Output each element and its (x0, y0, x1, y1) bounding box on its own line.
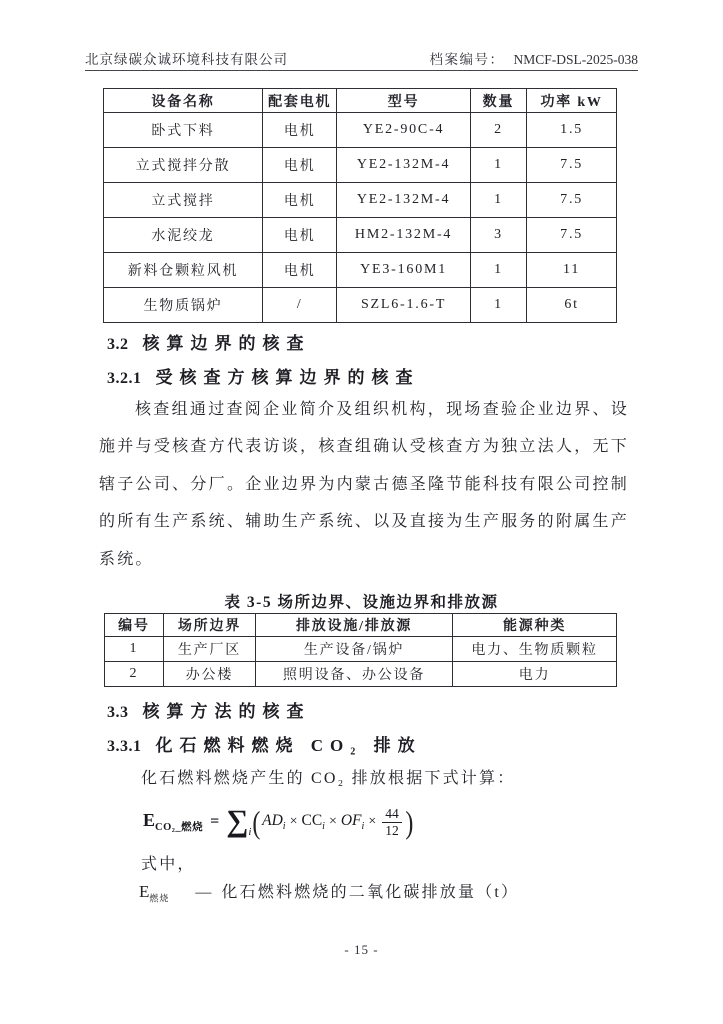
formula-intro: 化石燃料燃烧产生的 CO₂ 排放根据下式计算： (141, 770, 516, 787)
section-number: 3.2 (107, 336, 129, 353)
symbol-e-combustion: $E_{燃烧}$ (139, 882, 170, 904)
term-activity-data: $AD_i$ (262, 811, 286, 833)
cell-energy: 电力 (453, 662, 617, 687)
header-rule (85, 70, 638, 71)
col-header-power: 功率 kW (527, 89, 617, 113)
section-title: 化石燃料燃烧 CO₂ 排放 (155, 736, 422, 755)
cell-qty: 1 (470, 148, 526, 183)
section-number: 3.2.1 (107, 370, 142, 387)
col-header-model: 型号 (337, 89, 470, 113)
formula-lhs: $E_{CO_2\_燃烧}$ (143, 809, 204, 834)
equipment-table-header-row (104, 89, 617, 113)
cell-power: 7.5 (527, 183, 617, 218)
section-heading-3-2-1 (107, 363, 420, 388)
col-header-energy: 能源种类 (453, 614, 617, 637)
doc-number (429, 48, 638, 68)
cell-qty: 3 (470, 218, 526, 253)
col-header-qty: 数量 (470, 89, 526, 113)
col-header-facility: 排放设施/排放源 (256, 614, 453, 637)
section-title: 核算方法的核查 (142, 702, 311, 721)
cell-model: YE2-132M-4 (337, 183, 470, 218)
section-number: 3.3.1 (107, 738, 142, 755)
cell-device: 立式搅拌分散 (104, 148, 263, 183)
section-heading-3-2 (107, 329, 311, 354)
cell-power: 7.5 (527, 148, 617, 183)
company-name: 北京绿碳众诚环境科技有限公司 (85, 52, 288, 67)
cell-qty: 1 (470, 253, 526, 288)
cell-motor: 电机 (263, 253, 337, 288)
cell-no: 2 (105, 662, 164, 687)
equipment-table (103, 88, 617, 323)
cell-motor: / (263, 288, 337, 323)
col-header-site: 场所边界 (163, 614, 255, 637)
boundary-table-header-row (105, 614, 617, 637)
cell-power: 11 (527, 253, 617, 288)
term-oxidation-factor: $OF_i$ (340, 811, 365, 833)
cell-device: 新料仓颗粒风机 (104, 253, 263, 288)
cell-model: YE2-90C-4 (337, 113, 470, 148)
cell-site: 生产厂区 (163, 637, 255, 662)
cell-power: 1.5 (527, 113, 617, 148)
col-header-device: 设备名称 (104, 89, 263, 113)
page-number: - 15 - (344, 942, 379, 957)
cell-power: 6t (527, 288, 617, 323)
body-paragraph: 核查组通过查阅企业简介及组织机构，现场查验企业边界、设施并与受核查方代表访谈，核查组确认受核查方为独立法人，无下辖子公司、分厂。企业边界为内蒙古德圣隆节能科技有限公司控制的所有生产系统、辅助生产系统、以及直接为生产服务的附属生产系统。 (99, 401, 629, 568)
section-heading-3-3-1 (107, 731, 422, 756)
col-header-no: 编号 (105, 614, 164, 637)
section-number: 3.3 (107, 704, 129, 721)
cell-facility: 照明设备、办公设备 (256, 662, 453, 687)
cell-device: 水泥绞龙 (104, 218, 263, 253)
table-row (104, 288, 617, 323)
table-row (104, 113, 617, 148)
cell-device: 卧式下料 (104, 113, 263, 148)
section-heading-3-3 (107, 697, 311, 722)
cell-model: SZL6-1.6-T (337, 288, 470, 323)
summation-symbol: $\sum_i$ (226, 803, 252, 839)
definition-text: 化石燃料燃烧的二氧化碳排放量（t） (221, 884, 520, 901)
table-row (104, 253, 617, 288)
table-3-5-caption: 表 3-5 场所边界、设施边界和排放源 (224, 594, 499, 611)
table-row (105, 637, 617, 662)
section-title: 受核查方核算边界的核查 (155, 368, 420, 387)
boundary-table (104, 613, 617, 687)
where-label: 式中， (141, 856, 196, 873)
cell-motor: 电机 (263, 218, 337, 253)
times-sign: × (368, 814, 377, 829)
cell-power: 7.5 (527, 218, 617, 253)
close-paren: ) (405, 804, 414, 840)
page-header (85, 48, 638, 68)
table-row (104, 183, 617, 218)
cell-device: 生物质锅炉 (104, 288, 263, 323)
co2-formula (143, 798, 414, 846)
cell-model: YE2-132M-4 (337, 148, 470, 183)
cell-motor: 电机 (263, 148, 337, 183)
cell-qty: 1 (470, 183, 526, 218)
cell-model: HM2-132M-4 (337, 218, 470, 253)
section-title: 核算边界的核查 (142, 334, 311, 353)
doc-number-value: NMCF-DSL-2025-038 (513, 52, 638, 67)
table-row (104, 148, 617, 183)
cell-facility: 生产设备/锅炉 (256, 637, 453, 662)
cell-no: 1 (105, 637, 164, 662)
times-sign: × (289, 814, 298, 829)
cell-qty: 1 (470, 288, 526, 323)
table-row (105, 662, 617, 687)
open-paren: ( (252, 804, 261, 840)
cell-site: 办公楼 (163, 662, 255, 687)
cell-model: YE3-160M1 (337, 253, 470, 288)
doc-number-label: 档案编号： (429, 52, 505, 67)
col-header-motor: 配套电机 (263, 89, 337, 113)
cell-motor: 电机 (263, 183, 337, 218)
cell-energy: 电力、生物质颗粒 (453, 637, 617, 662)
cell-qty: 2 (470, 113, 526, 148)
symbol-definition (139, 879, 519, 904)
cell-device: 立式搅拌 (104, 183, 263, 218)
table-row (104, 218, 617, 253)
times-sign: × (328, 814, 337, 829)
cell-motor: 电机 (263, 113, 337, 148)
term-carbon-content: $CC_i$ (301, 811, 325, 833)
equals-sign: = (210, 813, 220, 830)
definition-dash: — (195, 884, 212, 901)
fraction-44-12: $\frac{44}{12}$ (382, 806, 402, 838)
